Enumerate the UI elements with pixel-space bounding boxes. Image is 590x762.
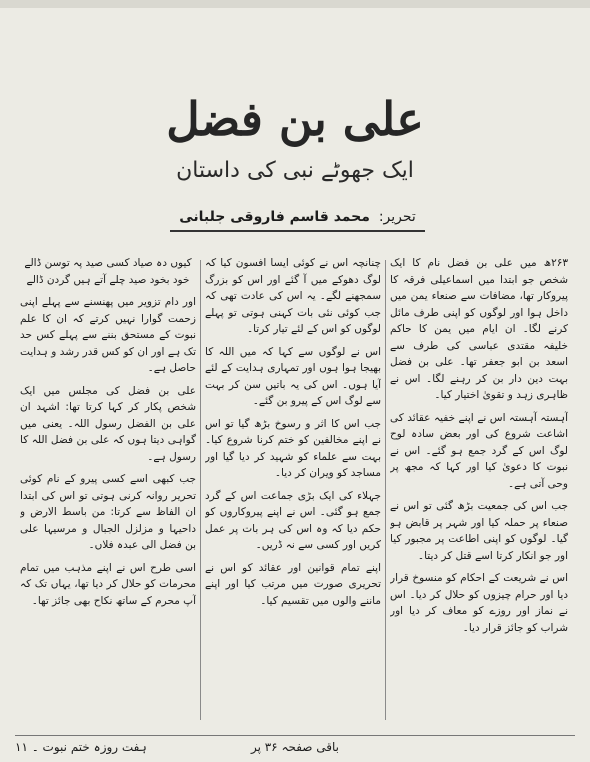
- issue-label: ہفت روزہ ختم نبوت ۔ ۱۱: [15, 740, 147, 754]
- paragraph: اور دام تزویر میں پھنسنے سے پہلے اپنی زحمت گوارا نہیں کرتے کہ ان کا علم نبوت کے مستحق بننے سے پہلے کس حد تک ہے اور ان کو کس قدر رشد و ہدایت حاصل ہے۔: [20, 296, 196, 374]
- paragraph: جہلاء کی ایک بڑی جماعت اس کے گرد جمع ہو گئی۔ اس نے اپنے پیروکاروں کو حکم دیا کہ وہ اس کی ہر بات پر عمل کریں اور کسی سے نہ ڈریں۔: [205, 489, 381, 551]
- scan-edge: [0, 0, 590, 8]
- paragraph: جب اس کا اثر و رسوخ بڑھ گیا تو اس نے اپنے مخالفین کو ختم کرنا شروع کیا۔ بہت سے علماء کو شہید کر دیا گیا اور مساجد کو ویران کر دیا۔: [205, 417, 381, 479]
- paragraph: جب کبھی اسے کسی پیرو کے نام کوئی تحریر روانہ کرنی ہوتی تو اس کی ابتدا ان الفاظ سے کرتا: من باسط الارض و داحیہا و مزلزل الجبال و مرسیہا علی بن فضل الی عبدہ فلاں۔: [20, 473, 196, 551]
- paragraph: اپنے تمام قوانین اور عقائد کو اس نے تحریری صورت میں مرتب کیا اور اپنے ماننے والوں میں تقسیم کیا۔: [205, 561, 381, 607]
- byline-label: تحریر:: [378, 209, 416, 225]
- continued-note: باقی صفحہ ۳۶ پر: [250, 740, 340, 754]
- verse: کیوں دہ صیاد کسی صید پہ توسن ڈالے خود بخود صید چلے آتے ہیں گردن ڈالے: [24, 257, 192, 286]
- paragraph: ۲۶۳ھ میں علی بن فضل نام کا ایک شخص جو ابتدا میں اسماعیلی فرقہ کا پیروکار تھا، مضافات سے صنعاء یمن میں داخل ہوا اور لوگوں کو اپنی طرف مائل کرنے لگا۔ ان ایام میں یمن کا حاکم خلیفہ مقتدی عباسی کی طرف سے اسعد بن ابو جعفر تھا۔ علی بن فضل بہت دین دار بن کر رہنے لگا۔ اس نے ظاہری زہد و تقویٰ اختیار کیا۔: [390, 257, 568, 401]
- paragraph: آہستہ آہستہ اس نے اپنے خفیہ عقائد کی اشاعت شروع کی اور بعض سادہ لوح لوگ اس کے گرد جمع ہو گئے۔ اس نے نبوت کا دعویٰ کیا اور کہا کہ مجھ پر وحی آتی ہے۔: [390, 411, 568, 490]
- byline: [170, 206, 425, 232]
- article-subtitle: ایک جھوٹے نبی کی داستان: [176, 158, 414, 183]
- column-divider: [200, 260, 201, 720]
- author-name: محمد قاسم فاروقی جلبانی: [179, 209, 370, 225]
- page-footer: [15, 735, 575, 758]
- article-title: علی بن فضل: [166, 92, 424, 146]
- paragraph: اسی طرح اس نے اپنے مذہب میں تمام محرمات کو حلال کر دیا تھا، یہاں تک کہ آپ محرم کے ساتھ نکاح بھی جائز تھا۔: [20, 561, 196, 607]
- column-left: [20, 255, 196, 725]
- column-middle: [205, 255, 381, 725]
- column-right: [390, 255, 568, 725]
- paragraph: اس نے شریعت کے احکام کو منسوخ قرار دیا اور حرام چیزوں کو حلال کر دیا۔ اس نے نماز اور روزے کو معاف کر دیا اور شراب کو جائز قرار دیا۔: [390, 572, 568, 634]
- column-divider: [385, 260, 386, 720]
- paragraph: علی بن فضل کی مجلس میں ایک شخص پکار کر کہا کرتا تھا: اشہد ان علی بن الفضل رسول اللہ۔ یعنی میں گواہی دیتا ہوں کہ علی بن فضل اللہ کا رسول ہے۔: [20, 384, 196, 463]
- paragraph: جب اس کی جمعیت بڑھ گئی تو اس نے صنعاء پر حملہ کیا اور شہر پر قابض ہو گیا۔ لوگوں کو اپنی اطاعت پر مجبور کیا اور جو انکار کرتا اسے قتل کر دیتا۔: [390, 500, 568, 562]
- paragraph: چنانچہ اس نے کوئی ایسا افسون کیا کہ لوگ دھوکے میں آ گئے اور اس کو بزرگ سمجھنے لگے۔ یہ اس کی عادت تھی کہ جب کوئی نئی بات کہنی ہوتی تو پہلے لوگوں کو اس کے لئے تیار کرتا۔: [205, 257, 381, 335]
- paragraph: اس نے لوگوں سے کہا کہ میں اللہ کا بھیجا ہوا ہوں اور تمہاری ہدایت کے لئے آیا ہوں۔ اس کی یہ باتیں سن کر بہت سے لوگ اس کے پیرو بن گئے۔: [205, 345, 381, 407]
